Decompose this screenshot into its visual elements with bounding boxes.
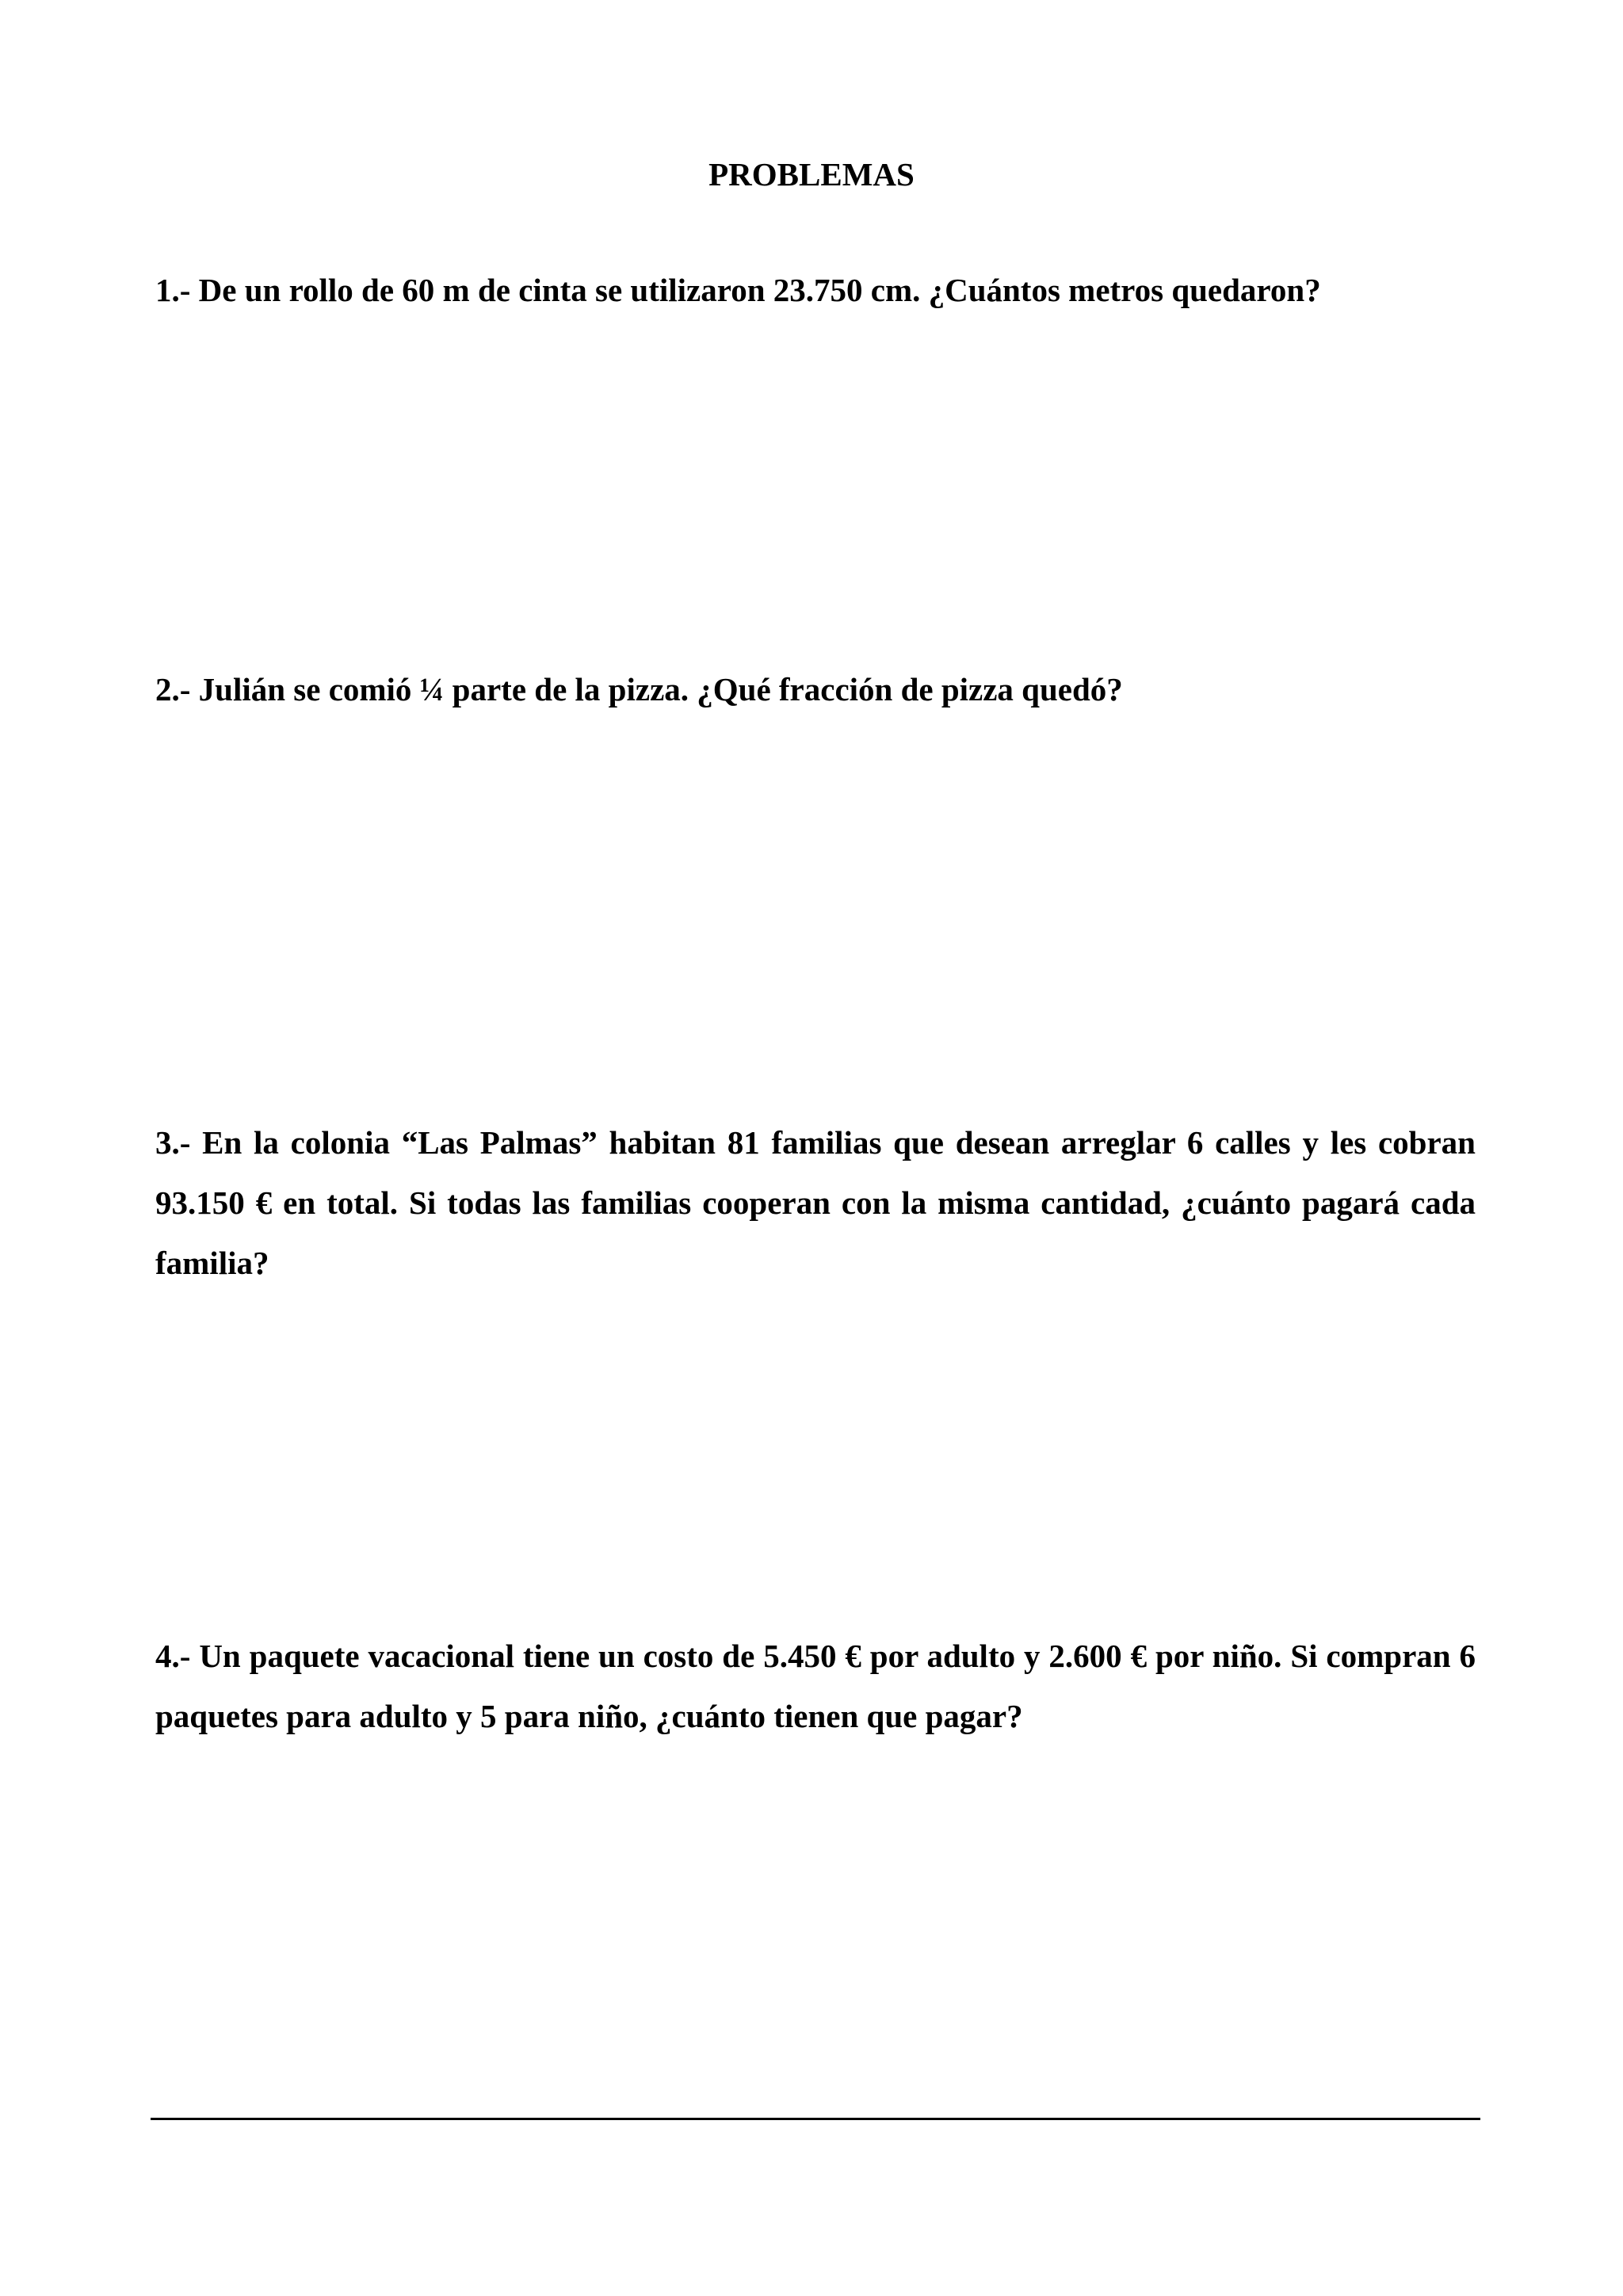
problem-4: 4.- Un paquete vacacional tiene un costo de 5.450 € por adulto y 2.600 € por niño. Si compran 6 paquetes para adulto y 5 para niño, ¿cuánto tienen que pagar? xyxy=(155,1638,1476,1734)
page-title: PROBLEMAS xyxy=(708,156,915,193)
footer-divider xyxy=(151,2118,1480,2120)
problem-1: 1.- De un rollo de 60 m de cinta se utilizaron 23.750 cm. ¿Cuántos metros quedaron? xyxy=(155,272,1321,308)
problem-2: 2.- Julián se comió ¼ parte de la pizza. ¿Qué fracción de pizza quedó? xyxy=(155,671,1123,707)
problem-3: 3.- En la colonia “Las Palmas” habitan 81 familias que desean arreglar 6 calles y les cobran 93.150 € en total. Si todas las familias cooperan con la misma cantidad, ¿cuánto pagará cada familia? xyxy=(155,1124,1476,1281)
